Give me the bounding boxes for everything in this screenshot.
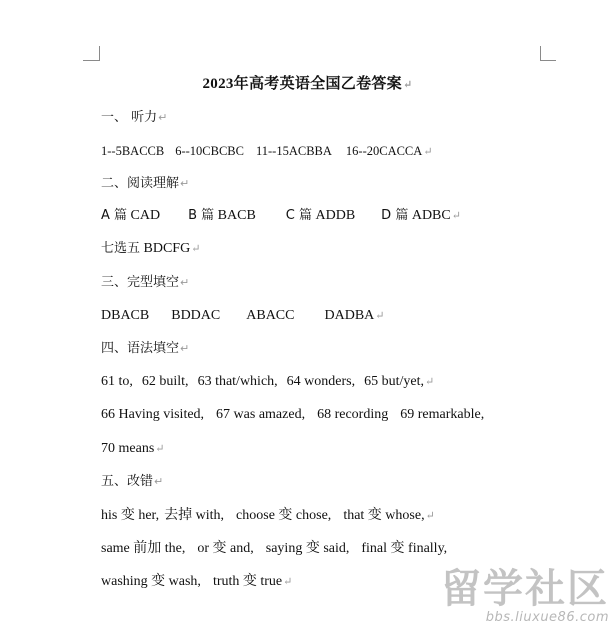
crop-mark-top-right-vertical (540, 46, 541, 61)
grammar-item: 64 wonders, (286, 374, 356, 389)
reading-heading: 二、阅读理解↵ (101, 176, 190, 191)
correction-item: truth 变 true (212, 574, 283, 589)
correction-item: same 前加 the, (101, 541, 186, 556)
grammar-item: 70 means (101, 441, 155, 456)
passage-label: A 篇 (101, 208, 128, 223)
grammar-item: 69 remarkable, (400, 407, 485, 422)
watermark-logo-text: 留学社区 (441, 566, 609, 612)
passage-label: B 篇 (188, 208, 215, 223)
listening-group: 16--20CACCA (345, 144, 423, 158)
seven-choose-five-label: 七选五 (101, 241, 141, 256)
passage-answer: ADDB (315, 208, 356, 223)
correction-item: 去掉 with, (164, 508, 225, 523)
listening-group: 6--10CBCBC (175, 144, 244, 158)
cloze-group: BDDAC (171, 308, 221, 323)
passage-answer: CAD (130, 208, 161, 223)
listening-answers: 1--5BACCB 6--10CBCBC 11--15ACBBA 16--20CACCA↵ (101, 144, 433, 158)
correction-item: saying 变 said, (265, 541, 350, 556)
passage-label: D 篇 (381, 208, 409, 223)
crop-mark-top-left-horizontal (83, 60, 99, 61)
passage-label: C 篇 (285, 208, 312, 223)
correction-item: or 变 and, (197, 541, 254, 556)
crop-mark-top-right-horizontal (540, 60, 556, 61)
grammar-item: 67 was amazed, (216, 407, 306, 422)
passage-answer: BACB (217, 208, 256, 223)
correction-item: choose 变 chose, (236, 508, 332, 523)
cloze-group: DADBA (324, 308, 375, 323)
grammar-answers-line-1: 61 to, 62 built, 63 that/which, 64 wonders, 65 but/yet,↵ (101, 374, 435, 389)
correction-answers-line-2 (101, 540, 447, 558)
grammar-heading: 四、语法填空↵ (101, 341, 190, 356)
correction-answers-line-3: washing 变 wash, truth 变 true↵ (101, 574, 293, 589)
listening-heading: 一、 听力↵ (101, 110, 168, 125)
document-title (0, 72, 615, 93)
cloze-group: ABACC (246, 308, 295, 323)
correction-answers-line-1: his 变 her, 去掉 with, choose 变 chose, that 变 whose,↵ (101, 508, 435, 523)
correction-item: washing 变 wash, (101, 574, 201, 589)
correction-item: that 变 whose, (343, 508, 425, 523)
grammar-answers-line-2 (101, 406, 484, 424)
watermark-url: bbs.liuxue86.com (485, 610, 609, 625)
grammar-item: 62 built, (141, 374, 189, 389)
document-title-text: 2023年高考英语全国乙卷答案 (202, 76, 402, 92)
passage-answer: ADBC (411, 208, 451, 223)
grammar-item: 63 that/which, (197, 374, 278, 389)
correction-item: his 变 her, (101, 508, 160, 523)
grammar-item: 61 to, (101, 374, 133, 389)
grammar-answers-line-3: 70 means↵ (101, 441, 165, 456)
cloze-group: DBACB (101, 308, 150, 323)
crop-mark-top-left-vertical (99, 46, 100, 61)
site-watermark (441, 568, 609, 625)
grammar-item: 68 recording (317, 407, 389, 422)
seven-choose-five: 七选五 BDCFG↵ (101, 241, 201, 256)
seven-choose-five-answer: BDCFG (143, 241, 191, 256)
listening-group: 11--15ACBBA (255, 144, 332, 158)
grammar-item: 66 Having visited, (101, 407, 205, 422)
grammar-item: 65 but/yet, (364, 374, 424, 389)
correction-item: final 变 finally, (361, 541, 448, 556)
cloze-answers: DBACB BDDAC ABACC DADBA↵ (101, 308, 385, 323)
reading-answers: A 篇 CAD B 篇 BACB C 篇 ADDB D 篇 ADBC↵ (101, 208, 461, 223)
listening-group: 1--5BACCB (101, 144, 165, 158)
correction-heading: 五、改错↵ (101, 474, 164, 489)
cloze-heading: 三、完型填空↵ (101, 275, 190, 290)
paragraph-mark: ↵ (402, 79, 413, 91)
